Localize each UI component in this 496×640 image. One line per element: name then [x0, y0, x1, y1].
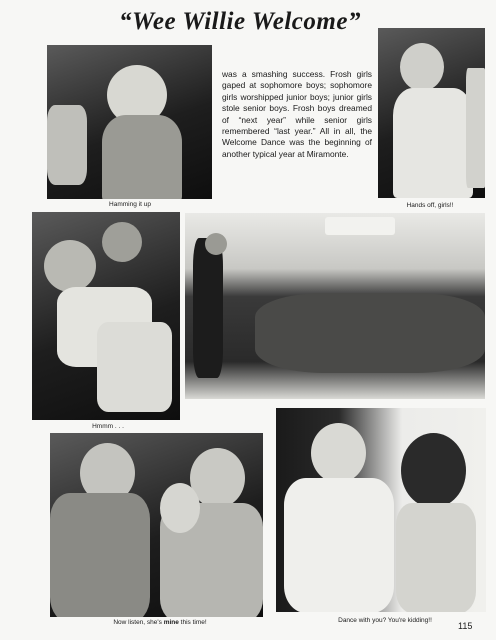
page-number: 115 [458, 621, 473, 631]
caption-hamming-it-up: Hamming it up [109, 201, 151, 208]
caption-hands-off-girls: Hands off, girls!! [406, 202, 454, 209]
photo-dance-crowd [185, 213, 485, 399]
photo-dance-with-you [276, 408, 486, 612]
caption-hmmm: Hmmm . . . [92, 423, 124, 430]
caption-dance-with-you: Dance with you? You're kidding!! [338, 617, 432, 624]
photo-now-listen [50, 433, 263, 617]
article-body: was a smashing success. Frosh girls gaped at sophomore boys; sophomore girls worshipped junior boys; junior girls stole senior boys. Frosh boys dreamed of “next year” while senior girls remembered “last year.” All in all, the Welcome Dance was the beginning of another typical year at Miramonte. [222, 69, 372, 159]
page-title: “Wee Willie Welcome” [119, 8, 361, 35]
photo-hands-off-girls [378, 28, 485, 198]
caption-now-listen-prefix: Now listen, she's [113, 619, 164, 626]
photo-hmmm [32, 212, 180, 420]
photo-hamming-it-up [47, 45, 212, 199]
caption-now-listen-suffix: this time! [178, 619, 207, 626]
caption-now-listen-emphasis: mine [163, 619, 179, 626]
caption-now-listen [95, 619, 225, 626]
